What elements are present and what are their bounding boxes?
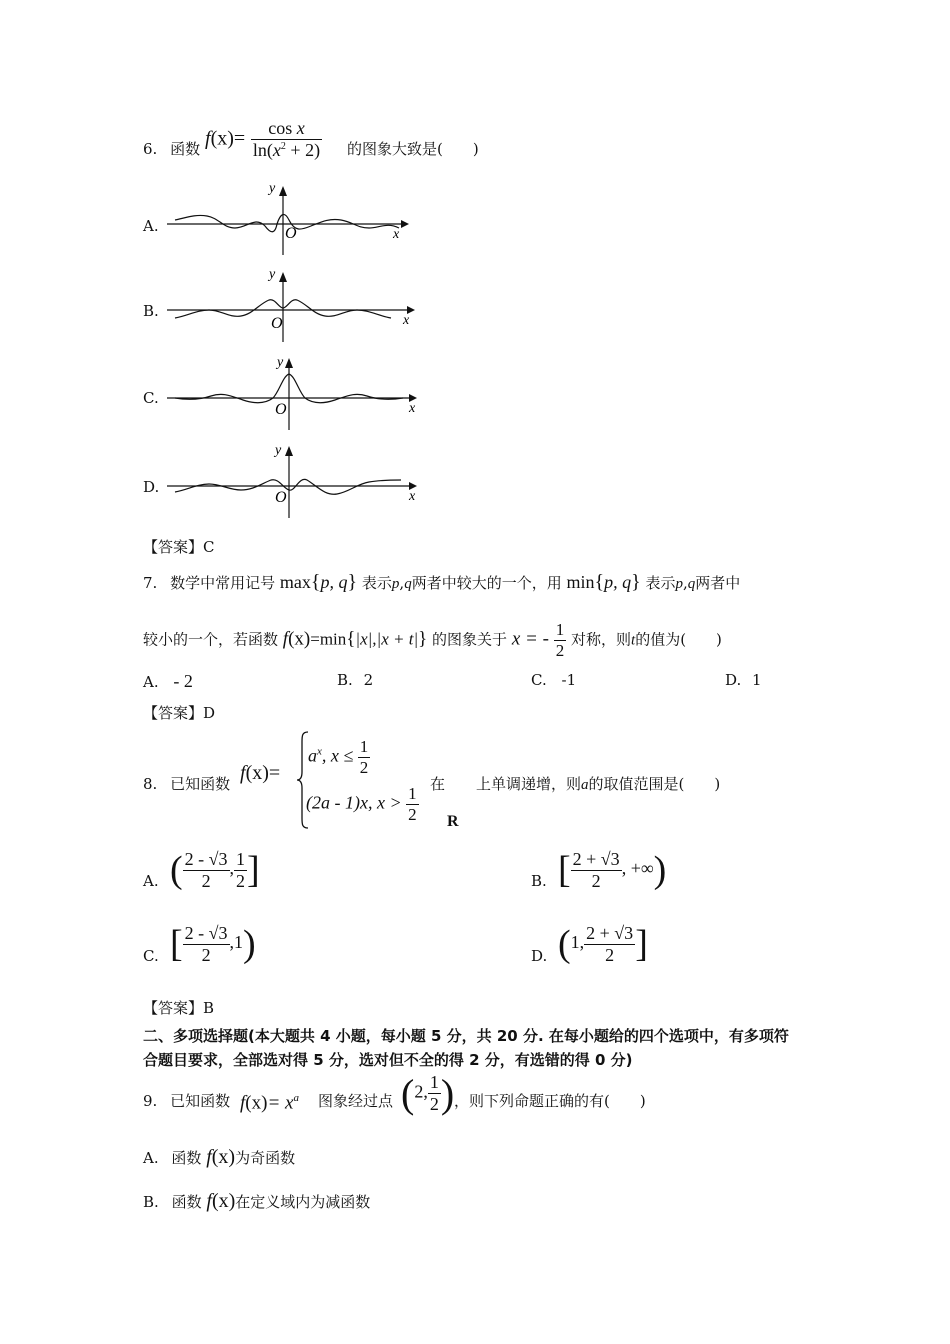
q7-half-num: 1 xyxy=(555,620,565,639)
section2-heading-line1: 二、多项选择题(本大题共 4 小题，每小题 5 分，共 20 分. 在每小题给的四个选项中，有多项符 xyxy=(143,1027,789,1045)
option-label: B. xyxy=(337,671,353,689)
frac2 xyxy=(234,849,247,892)
rest: ,1 xyxy=(229,932,244,953)
q8-case1 xyxy=(308,737,370,778)
q7-option-d xyxy=(725,671,762,689)
q6-den-x: x xyxy=(272,140,281,160)
y-arrow-icon xyxy=(279,272,287,282)
x-label: x xyxy=(409,401,416,416)
rest: , +∞ xyxy=(621,858,654,879)
q9-f: f xyxy=(206,1146,212,1168)
option-label: B. xyxy=(143,1193,159,1211)
q7-text: 两者中 xyxy=(695,574,741,592)
origin-label: O xyxy=(285,225,297,242)
q7-text: 较小的一个，若函数 xyxy=(143,630,279,649)
q7-line2: 较小的一个，若函数 f(x)=min{|x|,|x + t|} 的图象关于 x = - $\frac{1}{2}$ 对称，则t的值为( ) xyxy=(143,620,722,660)
q6-num: cos xyxy=(268,118,293,138)
q9-option-a xyxy=(143,1146,295,1169)
q8-case1-cond: , x ≤ xyxy=(321,745,354,766)
y-arrow-icon xyxy=(285,358,293,368)
q7-half xyxy=(554,620,567,661)
q8-case2-expr: (2a - 1)x, x > xyxy=(306,792,402,813)
q9-pt-pre: 2, xyxy=(414,1081,428,1102)
q8-option-b-label: B. xyxy=(531,872,547,890)
y-label: y xyxy=(277,355,284,370)
question-number: 8. xyxy=(143,775,158,793)
x-label: x xyxy=(393,227,400,242)
q8-option-c-expr: [ $\frac{2 - √3}{2}$ ,1) xyxy=(170,922,256,965)
q6-eq: = xyxy=(233,127,246,150)
option-label: C. xyxy=(531,671,547,689)
q7-f: f xyxy=(282,628,289,650)
y-label: y xyxy=(269,267,276,282)
pre: 1, xyxy=(570,932,585,953)
q8-case2-num: 1 xyxy=(408,784,417,803)
q7-answer: 【答案】D xyxy=(143,704,216,722)
den: 2 xyxy=(429,1094,439,1114)
q8-case1-a: a xyxy=(308,745,317,766)
frac xyxy=(183,849,230,892)
q8-label: 已知函数 xyxy=(170,775,231,793)
q6-answer: 【答案】C xyxy=(143,538,215,556)
option-text: 函数 xyxy=(171,1193,202,1211)
x-label: x xyxy=(409,489,416,504)
q6-label: 函数 xyxy=(170,140,201,158)
num: 1 xyxy=(429,1072,439,1092)
num: 2 - √3 xyxy=(184,922,228,943)
q7-text: 两者中较大的一个，用 xyxy=(411,574,562,592)
q8-answer: 【答案】B xyxy=(143,999,215,1017)
q8-case1-den: 2 xyxy=(359,758,369,777)
q9-stem xyxy=(143,1090,230,1111)
q6-option-b-graph xyxy=(165,266,425,346)
frac xyxy=(584,923,635,966)
q9-f: f xyxy=(240,1092,246,1114)
num: 2 + √3 xyxy=(586,922,634,943)
q7-option-c xyxy=(531,671,576,689)
q7-t: t xyxy=(631,632,636,649)
frac xyxy=(571,849,622,892)
q6-option-c-label: C. xyxy=(143,389,159,407)
question-number: 9. xyxy=(143,1092,158,1110)
q8-paren: (x) xyxy=(245,762,269,784)
q6-f: f xyxy=(205,127,211,150)
option-value: 2 xyxy=(363,671,374,689)
q9-formula xyxy=(240,1092,299,1114)
q6-option-a-graph xyxy=(165,180,425,260)
q6-stem xyxy=(143,138,200,159)
origin-label: O xyxy=(275,401,287,418)
q8-case1-num: 1 xyxy=(359,737,369,756)
q6-option-d-label: D. xyxy=(143,478,160,496)
q7-pq: p, q xyxy=(604,572,632,592)
q7-half-den: 2 xyxy=(555,641,565,660)
q8-option-c-label: C. xyxy=(143,947,159,965)
option-value: - 2 xyxy=(173,671,193,691)
x-arrow-icon xyxy=(401,220,409,228)
q7-p: p xyxy=(675,576,684,592)
q8-option-b-expr: [ $\frac{2 + √3}{2}$ , +∞) xyxy=(558,848,667,891)
q6-suffix: 的图象大致是( ) xyxy=(347,140,479,158)
q6-option-a-label: A. xyxy=(143,217,159,235)
q8-case2-den: 2 xyxy=(408,805,417,824)
q6-paren: (x) xyxy=(210,127,234,150)
question-number: 7. xyxy=(143,574,158,592)
q9-point: (2, $\frac{1}{2}$ ) xyxy=(401,1071,455,1116)
q7-q: q xyxy=(687,576,696,592)
q6-option-b-label: B. xyxy=(143,302,159,320)
q9-sup: a xyxy=(293,1092,299,1104)
q7-text: 表示 xyxy=(361,574,392,592)
q9-suffix: ，则下列命题正确的有( ) xyxy=(454,1092,646,1110)
den: 2 xyxy=(183,870,230,892)
option-value: -1 xyxy=(561,671,577,689)
q7-text: 数学中常用记号 xyxy=(170,574,276,592)
q7-line1: 7. 数学中常用记号 max{p, q} 表示p,q两者中较大的一个，用 min{p, q} 表示p,q两者中 xyxy=(143,571,741,593)
q8-option-d-expr: (1, $\frac{2 + √3}{2}$ ] xyxy=(558,922,648,965)
num: 1 xyxy=(236,848,246,869)
q9-paren: (x) xyxy=(245,1092,268,1114)
q9-paren: (x) xyxy=(211,1146,236,1168)
option-text: 函数 xyxy=(171,1149,202,1167)
q6-den-sup: 2 xyxy=(280,141,286,152)
q8-f: f xyxy=(240,762,246,784)
q8-option-a-label: A. xyxy=(143,872,159,890)
q7-paren: (x) xyxy=(288,628,311,650)
den: 2 xyxy=(584,944,635,966)
q7-abs: |x|,|x + t| xyxy=(355,629,419,649)
y-arrow-icon xyxy=(285,446,293,456)
curve xyxy=(175,479,401,494)
q7-xeq: x = - xyxy=(511,628,549,650)
q9-eqx: = x xyxy=(267,1092,294,1114)
q8-case2-frac xyxy=(406,784,419,825)
option-label: A. xyxy=(143,1149,159,1167)
q7-text: 对称，则 xyxy=(571,630,632,649)
q8-stem xyxy=(143,773,230,794)
den: 2 xyxy=(183,944,230,966)
q8-R: R xyxy=(447,813,459,830)
q8-option-d-label: D. xyxy=(531,947,548,965)
q6-option-d-graph xyxy=(165,440,425,520)
q8-suffix xyxy=(476,773,720,794)
q6-den-plus: + 2 xyxy=(290,140,315,160)
q7-eqmin: =min xyxy=(310,629,347,649)
q7-max: max xyxy=(279,572,311,592)
q7-text: 的值为( ) xyxy=(635,630,722,649)
x-label: x xyxy=(403,313,410,328)
question-number: 6. xyxy=(143,140,158,158)
frac xyxy=(183,923,230,966)
q6-option-c-graph xyxy=(165,352,425,432)
q8-case2 xyxy=(306,784,419,825)
q8-a: a xyxy=(581,777,589,793)
q8-case1-sup: x xyxy=(317,745,322,758)
q6-formula xyxy=(205,118,322,161)
q8-eq: = xyxy=(268,762,281,784)
q7-comma: , xyxy=(683,574,688,592)
option-text: 在定义域内为减函数 xyxy=(235,1193,371,1211)
option-value: 1 xyxy=(752,671,762,689)
origin-label: O xyxy=(271,315,283,332)
q8-text: 的取值范围是( ) xyxy=(588,775,721,793)
rest: , xyxy=(229,858,235,879)
q8-text: 上单调递增，则 xyxy=(476,775,582,793)
q9-option-b xyxy=(143,1190,370,1213)
option-text: 为奇函数 xyxy=(235,1149,296,1167)
q7-min: min xyxy=(566,572,595,592)
den: 2 xyxy=(571,870,622,892)
q8-option-a-expr: ( $\frac{2 - √3}{2}$ , $\frac{1}{2}$ ] xyxy=(170,848,260,891)
q7-option-a xyxy=(143,671,193,692)
q9-mid: 图象经过点 xyxy=(318,1092,394,1110)
q7-option-b xyxy=(337,671,373,689)
option-label: A. xyxy=(143,673,159,691)
q7-pq: p, q xyxy=(320,572,348,592)
q7-text: 表示 xyxy=(645,574,676,592)
q9-paren: (x) xyxy=(211,1190,236,1212)
q6-den-ln: ln xyxy=(252,140,267,160)
den: 2 xyxy=(236,870,246,891)
y-label: y xyxy=(275,443,282,458)
section2-heading-line2: 合题目要求，全部选对得 5 分，选对但不全的得 2 分，有选错的得 0 分) xyxy=(143,1051,633,1069)
q8-zai: 在 xyxy=(430,775,446,793)
y-arrow-icon xyxy=(279,186,287,196)
q7-comma: , xyxy=(399,574,405,592)
y-label: y xyxy=(269,181,276,196)
q7-text: 的图象关于 xyxy=(432,630,508,649)
num: 2 + √3 xyxy=(572,848,620,869)
q8-fx xyxy=(240,762,280,785)
num: 2 - √3 xyxy=(184,848,228,869)
q6-fraction: $\frac{\text{cos x}}{\ln(x^2 + 2)}$ xyxy=(252,118,321,160)
q8-case1-frac xyxy=(358,737,371,778)
origin-label: O xyxy=(275,489,287,506)
q6-num-var: x xyxy=(296,118,305,138)
q9-f: f xyxy=(206,1190,212,1212)
q9-pt-frac xyxy=(428,1072,441,1115)
q9-label: 已知函数 xyxy=(170,1092,231,1110)
option-label: D. xyxy=(725,671,742,689)
q7-p: p xyxy=(391,576,400,592)
q7-q: q xyxy=(404,576,412,592)
